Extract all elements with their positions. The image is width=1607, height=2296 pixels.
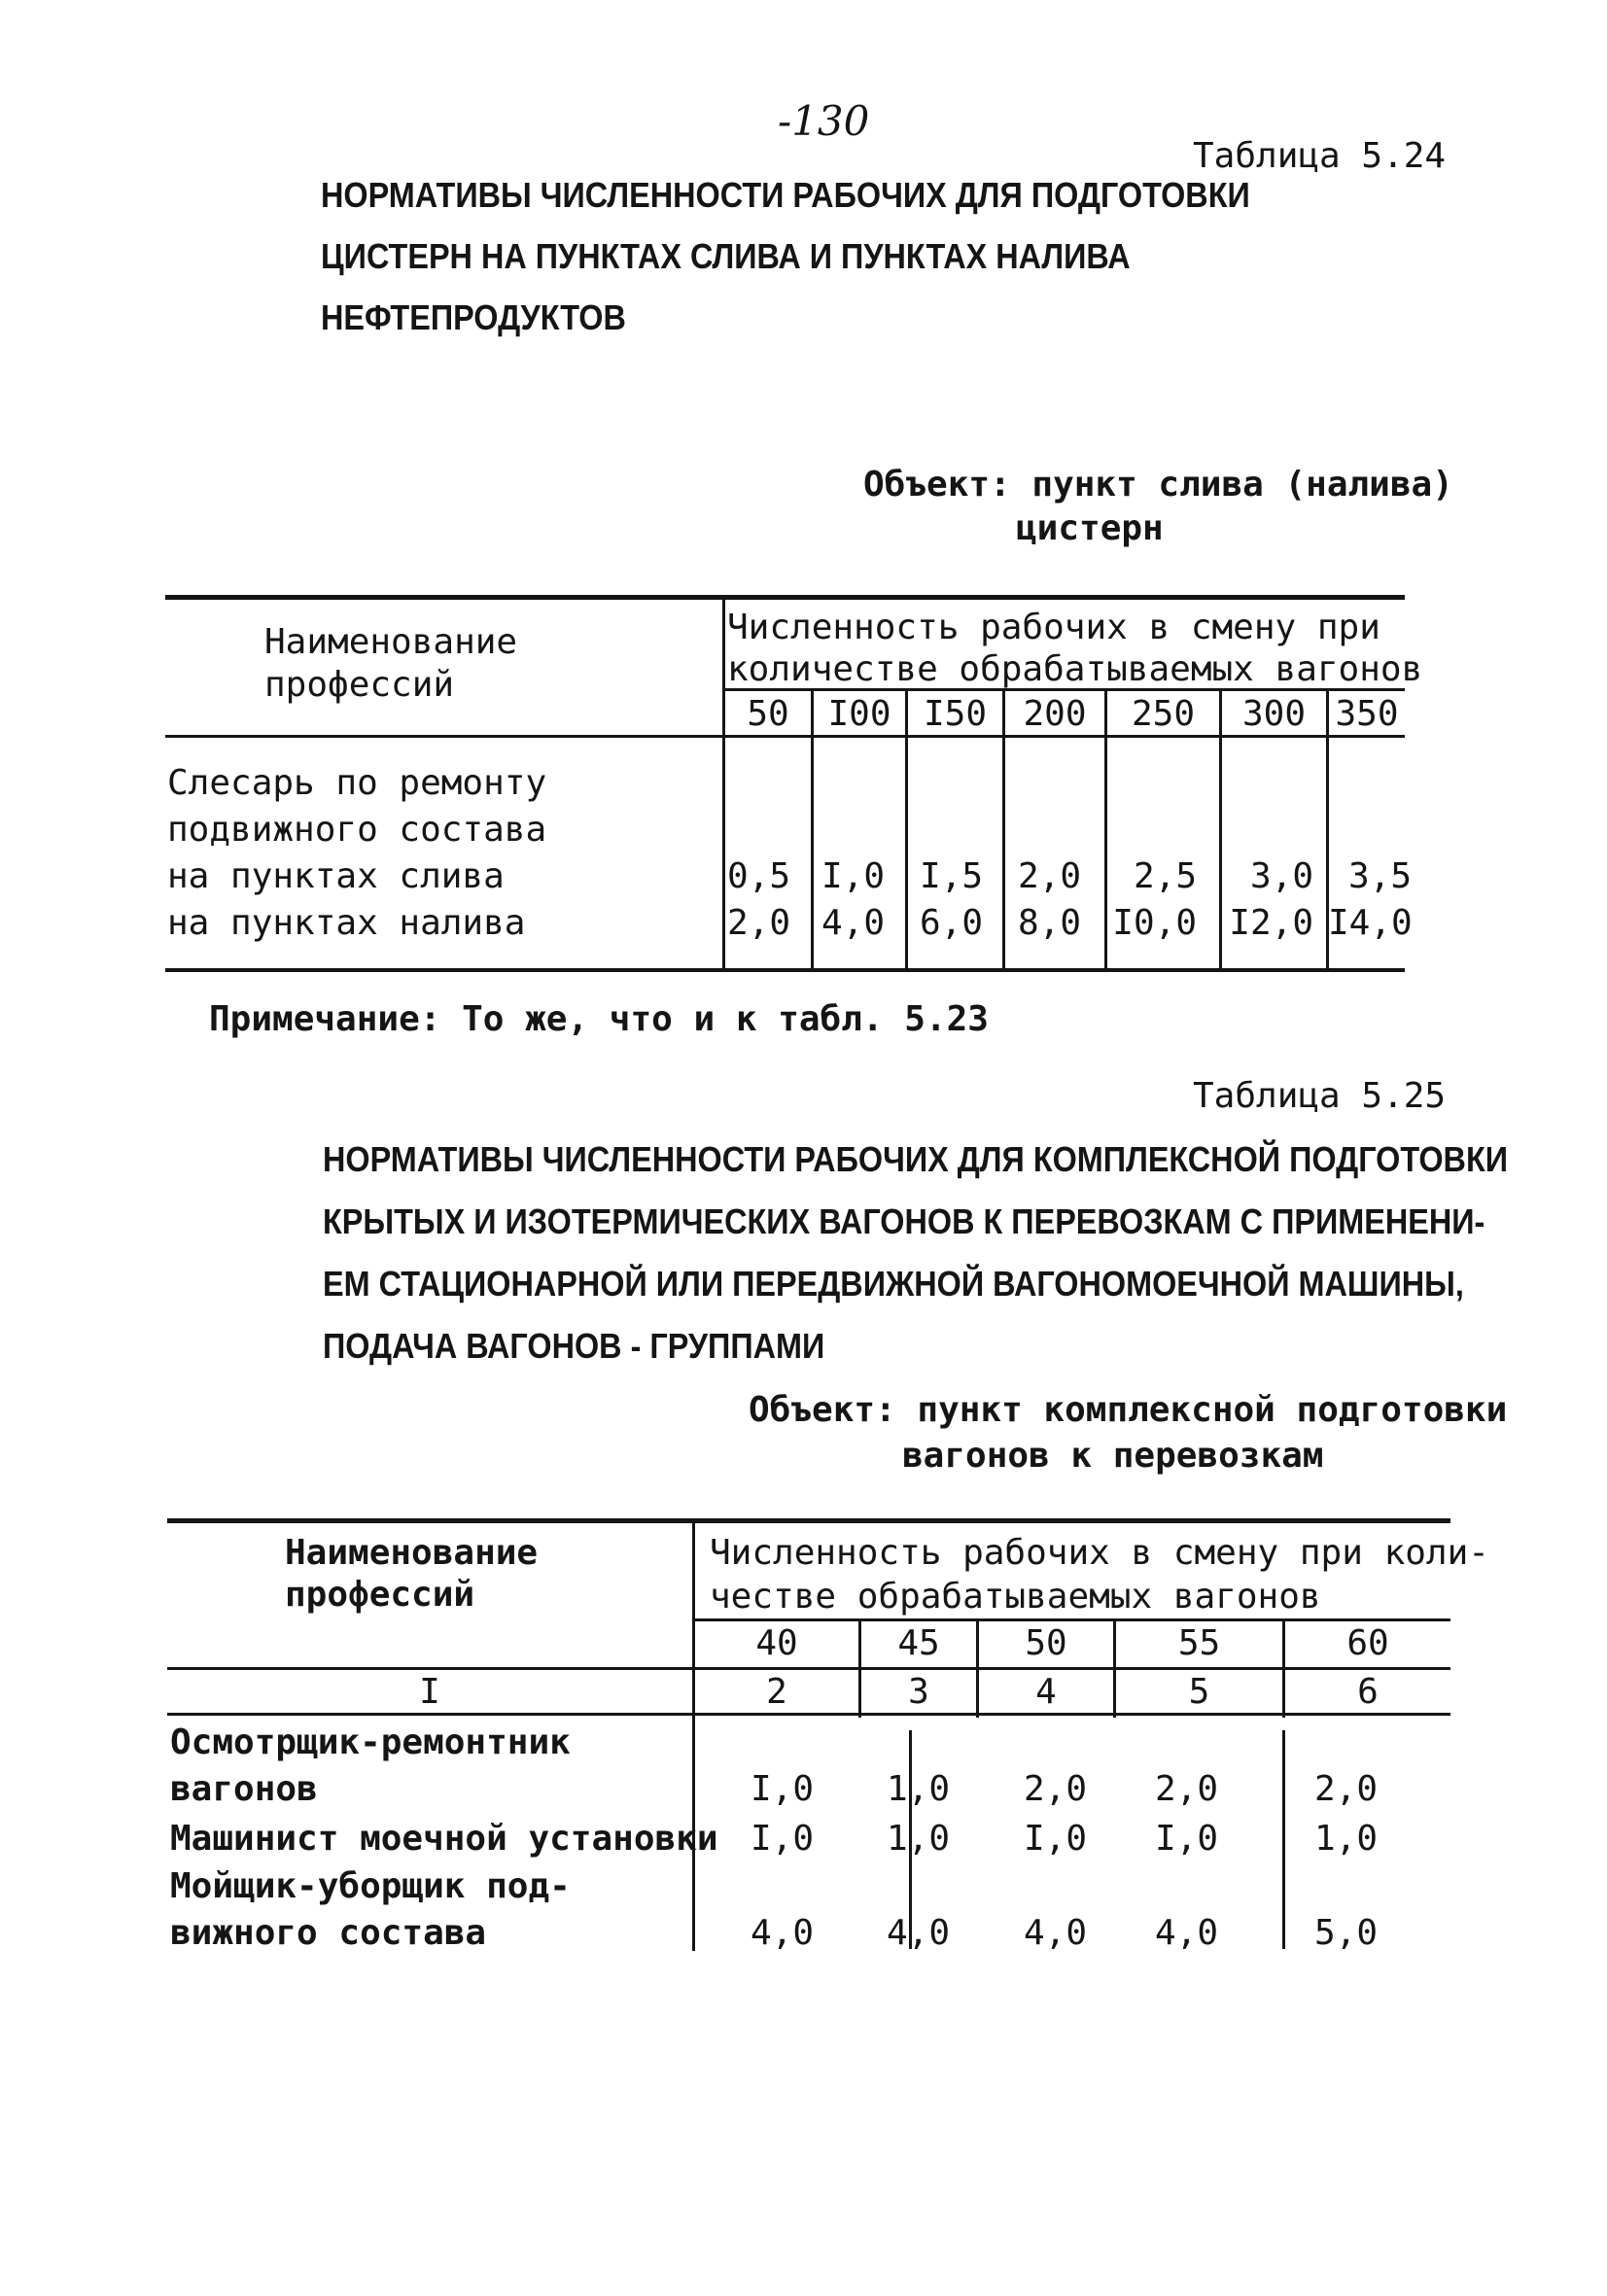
table2-cell: 4,0 xyxy=(751,1913,815,1953)
table2-title-line-4: ПОДАЧА ВАГОНОВ - ГРУППАМИ xyxy=(323,1326,825,1366)
table2-header-group-2: честве обрабатываемых вагонов xyxy=(710,1577,1321,1617)
table2-cell: I,0 xyxy=(751,1769,815,1809)
table2-cell: 4,0 xyxy=(887,1913,951,1953)
table1-cell: 3,5 xyxy=(1348,856,1413,896)
page-number: -130 xyxy=(778,97,870,145)
table2-label: Таблица 5.25 xyxy=(1193,1076,1447,1116)
table2-cell: 4,0 xyxy=(1155,1913,1219,1953)
table2-object-line-1: Объект: пункт комплексной подготовки xyxy=(749,1390,1508,1430)
table1-row-label-4: на пунктах налива xyxy=(167,903,526,943)
table2-cell: 4,0 xyxy=(1024,1913,1088,1953)
table2-row-label: Машинист моечной установки xyxy=(170,1819,718,1859)
table2-cell: 2,0 xyxy=(1024,1769,1088,1809)
table2-cell: 1,0 xyxy=(887,1769,951,1809)
table1-col-300: 300 xyxy=(1241,694,1307,734)
table1-header-group-1: Численность рабочих в смену при xyxy=(727,608,1380,647)
table2-cell: 1,0 xyxy=(1314,1819,1379,1859)
table2-colnum-4: 4 xyxy=(1035,1672,1057,1712)
table2-colnum-2: 2 xyxy=(766,1672,787,1712)
table1-cell: 2,0 xyxy=(1018,856,1082,896)
table1-cell: 8,0 xyxy=(1018,903,1082,943)
table2-header-name-2: профессий xyxy=(285,1575,475,1615)
table1-object-line-2: цистерн xyxy=(1016,508,1164,548)
table2-header-group-1: Численность рабочих в смену при коли- xyxy=(710,1533,1489,1573)
table1-col-200: 200 xyxy=(1023,694,1087,734)
table1-cell: 0,5 xyxy=(727,856,791,896)
table1-header-name-2: профессий xyxy=(264,665,455,705)
table2-title-line-1: НОРМАТИВЫ ЧИСЛЕННОСТИ РАБОЧИХ ДЛЯ КОМПЛЕКСНОЙ ПОДГОТОВКИ xyxy=(323,1139,1509,1179)
table1-header-name-1: Наименование xyxy=(264,622,518,662)
table1-cell: I4,0 xyxy=(1328,903,1413,943)
table2-col-45: 45 xyxy=(897,1623,940,1663)
table2-row-label: вижного состава xyxy=(170,1913,487,1953)
table1-cell: I0,0 xyxy=(1112,903,1197,943)
table2-title-line-3: ЕМ СТАЦИОНАРНОЙ ИЛИ ПЕРЕДВИЖНОЙ ВАГОНОМОЕЧНОЙ МАШИНЫ, xyxy=(323,1264,1464,1304)
table1-object-line-1: Объект: пункт слива (налива) xyxy=(863,465,1453,504)
table2-cell: I,0 xyxy=(1024,1819,1088,1859)
table1-label: Таблица 5.24 xyxy=(1193,136,1447,176)
table2-cell: 2,0 xyxy=(1155,1769,1219,1809)
table1-col-250: 250 xyxy=(1131,694,1196,734)
table1-title-line-3: НЕФТЕПРОДУКТОВ xyxy=(321,297,626,337)
table2-colnum-6: 6 xyxy=(1357,1672,1379,1712)
table1-cell: I2,0 xyxy=(1229,903,1313,943)
table2-col-55: 55 xyxy=(1177,1623,1221,1663)
table2-object-line-2: вагонов к перевозкам xyxy=(902,1436,1324,1476)
table1-cell: 6,0 xyxy=(920,903,984,943)
table1-title-line-2: ЦИСТЕРН НА ПУНКТАХ СЛИВА И ПУНКТАХ НАЛИВА xyxy=(321,236,1131,276)
table2-cell: I,0 xyxy=(751,1819,815,1859)
table1-cell: I,5 xyxy=(920,856,984,896)
table2-row-label: Мойщик-уборщик под- xyxy=(170,1866,571,1906)
table1-header-group-2: количестве обрабатываемых вагонов xyxy=(727,649,1423,689)
table2-row-label: Осмотрщик-ремонтник xyxy=(170,1722,571,1762)
table1-cell: 2,0 xyxy=(727,903,791,943)
table1-col-100: I00 xyxy=(827,694,891,734)
table2-cell: 1,0 xyxy=(887,1819,951,1859)
table2-colnum-1: I xyxy=(419,1672,440,1712)
table2-cell: 2,0 xyxy=(1314,1769,1379,1809)
table1-cell: I,0 xyxy=(821,856,886,896)
table1-title-line-1: НОРМАТИВЫ ЧИСЛЕННОСТИ РАБОЧИХ ДЛЯ ПОДГОТОВКИ xyxy=(321,175,1250,215)
table1-row-label-3: на пунктах слива xyxy=(167,856,505,896)
table2-cell: 5,0 xyxy=(1314,1913,1379,1953)
table1-col-50: 50 xyxy=(747,694,789,734)
table2-cell: I,0 xyxy=(1155,1819,1219,1859)
table2-header-name-1: Наименование xyxy=(285,1533,539,1573)
table1-cell: 3,0 xyxy=(1249,856,1313,896)
table1-col-350: 350 xyxy=(1335,694,1399,734)
table1-note: Примечание: То же, что и к табл. 5.23 xyxy=(209,999,989,1039)
table1-cell: 4,0 xyxy=(821,903,886,943)
table1-col-150: I50 xyxy=(923,694,988,734)
table2-colnum-3: 3 xyxy=(908,1672,929,1712)
table2-colnum-5: 5 xyxy=(1188,1672,1210,1712)
table2-row-label: вагонов xyxy=(170,1769,318,1809)
table2-col-40: 40 xyxy=(755,1623,798,1663)
table2-title-line-2: КРЫТЫХ И ИЗОТЕРМИЧЕСКИХ ВАГОНОВ К ПЕРЕВОЗКАМ С ПРИМЕНЕНИ- xyxy=(323,1201,1485,1241)
table2-col-50: 50 xyxy=(1025,1623,1067,1663)
table1-cell: 2,5 xyxy=(1133,856,1197,896)
table2-col-60: 60 xyxy=(1346,1623,1389,1663)
table1-row-label-2: подвижного состава xyxy=(167,810,547,850)
table1-row-label-1: Слесарь по ремонту xyxy=(167,763,547,803)
